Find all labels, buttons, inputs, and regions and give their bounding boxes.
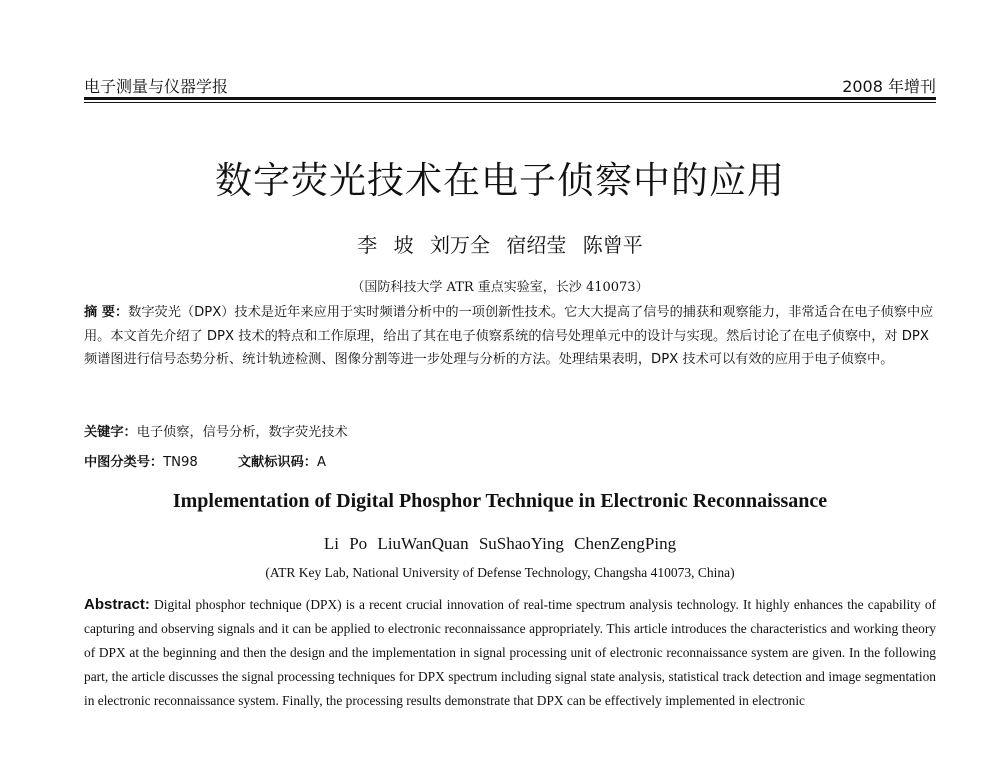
chinese-keywords [84, 421, 348, 440]
english-authors: Li Po LiuWanQuan SuShaoYing ChenZengPing [323, 534, 677, 553]
chinese-abstract-text: 数字荧光（DPX）技术是近年来应用于实时频谱分析中的一项创新性技术。它大大提高了信号的捕获和观察能力，非常适合在电子侦察中应用。本文首先介绍了 DPX 技术的特点和工作原理，给出了其在电子侦察系统的信号处理单元中的设计与实现。然后讨论了在电子侦察中，对 DPX 频谱图进行信号态势分析、统计轨迹检测、图像分割等进一步处理与分析的方法。处理结果表明，DPX 技术可以有效的应用于电子侦察中。 [84, 305, 934, 367]
document-code-label: 文献标识码： [237, 455, 317, 470]
class-number-label: 中图分类号： [84, 455, 164, 470]
chinese-abstract-label: 摘 要： [84, 305, 129, 320]
running-header [84, 74, 936, 96]
classification-line [84, 451, 326, 470]
header-rule-thick [84, 97, 936, 100]
header-rule-thin [84, 102, 936, 103]
keywords-text: 电子侦察，信号分析，数字荧光技术 [136, 425, 348, 440]
chinese-abstract [84, 301, 936, 372]
class-number-value: TN98 [163, 455, 198, 470]
english-abstract [84, 593, 936, 713]
keywords-label: 关键字： [84, 425, 137, 440]
document-code-value: A [316, 455, 326, 470]
english-abstract-text: Digital phosphor technique (DPX) is a recent crucial innovation of real-time spectrum analysis technology. It highly enhances the capability of capturing and observing signals and it can be applied to electronic reconnaissance appropriately. This article introduces the characteristics and working theory of DPX at the beginning and then the design and the implementation in signal processing unit of electronic reconnaissance system are given. In the following part, the article discusses the signal processing techniques for DPX spectrum including signal state analysis, statistical track detection and image segmentation in electronic reconnaissance system. Finally, the processing results demonstrate that DPX can be effectively implemented in electronic [84, 597, 936, 708]
journal-name: 电子测量与仪器学报 [84, 77, 229, 96]
issue-label: 2008 年增刊 [842, 77, 936, 96]
english-affiliation: (ATR Key Lab, National University of Defense Technology, Changsha 410073, China) [265, 565, 735, 580]
chinese-title: 数字荧光技术在电子侦察中的应用 [215, 159, 785, 202]
english-abstract-label: Abstract: [84, 596, 150, 613]
chinese-affiliation: （国防科技大学 ATR 重点实验室，长沙 410073） [351, 280, 649, 295]
chinese-authors: 李 坡 刘万全 宿绍莹 陈曾平 [357, 233, 643, 257]
english-title: Implementation of Digital Phosphor Technique in Electronic Reconnaissance [172, 490, 828, 512]
